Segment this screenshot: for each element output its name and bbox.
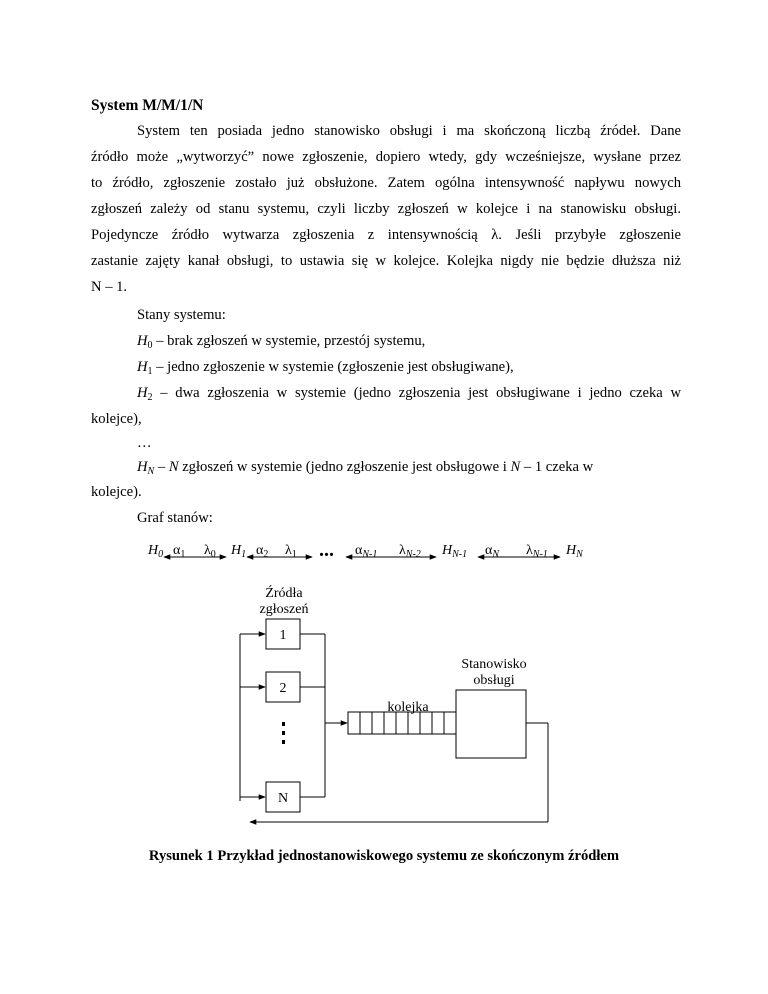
rate-alpha-2: $\alpha_2$ (256, 543, 269, 560)
vertical-dot-3 (282, 740, 285, 744)
intro-line-5: Pojedyncze źródło wytwarza zgłoszenia z intensywnością λ. Jeśli przybyłe zgłoszenie (91, 227, 681, 243)
server-label-line-2: obsługi (473, 673, 515, 688)
server-label-line-1: Stanowisko (461, 657, 527, 672)
graph-node-ellipsis: ... (319, 539, 334, 561)
sources-label-line-1: Źródła (265, 586, 303, 601)
intro-line-3: to źródło, zgłoszenie zostało już obsłużone. Zatem ogólna intensywność napływu nowych (91, 175, 681, 191)
states-ellipsis: … (137, 435, 152, 451)
rate-lambda-n-1: $\lambda_{N-1}$ (526, 543, 548, 560)
figure-caption: Rysunek 1 Przykład jednostanowiskowego systemu ze skończonym źródłem (148, 848, 620, 864)
rate-lambda-n-2: $\lambda_{N-2}$ (399, 543, 421, 560)
graph-node-h1: $H_1$ (231, 543, 247, 560)
source-box-n-label: N (277, 791, 289, 806)
server-box (456, 690, 526, 758)
graph-node-hn: $H_N$ (566, 543, 583, 560)
state-h0-text: – brak zgłoszeń w systemie, przestój systemu, (152, 333, 426, 349)
state-h2-text: – dwa zgłoszenia w systemie (jedno zgłoszenia jest obsługiwane i jedno czeka w (152, 385, 681, 401)
state-hn: $H_N$ – N zgłoszeń w systemie (jedno zgłoszenie jest obsługowe i N – 1 czeka w (137, 459, 594, 477)
state-hn-sub: N (147, 466, 155, 477)
state-h1-sub: 1 (147, 366, 153, 377)
state-graph (147, 539, 584, 561)
graph-node-h0: $H_0$ (148, 543, 164, 560)
state-h2-sub: 2 (147, 392, 153, 403)
state-h0-sub: 0 (147, 340, 153, 351)
state-h2-continuation: kolejce), (91, 411, 142, 427)
state-h1-text: – jedno zgłoszenie w systemie (zgłoszenie jest obsługiwane), (152, 359, 514, 375)
state-h0-symbol: H (137, 333, 148, 349)
state-h1-symbol: H (137, 359, 148, 375)
rate-alpha-n: $\alpha_N$ (485, 543, 500, 560)
sources-label-line-2: zgłoszeń (259, 602, 309, 617)
queue-system-diagram (240, 584, 548, 822)
rate-alpha-n-1: $\alpha_{N-1}$ (355, 543, 378, 560)
source-box-1-label: 1 (279, 628, 287, 643)
source-box-2-label: 2 (279, 681, 287, 696)
queue-label: kolejka (387, 700, 429, 715)
state-h2-symbol: H (137, 385, 148, 401)
intro-line-7: N – 1. (91, 279, 128, 295)
intro-line-6: zastanie zajęty kanał obsługi, to ustawia się w kolejce. Kolejka nigdy nie będzie dłuższa niż (91, 253, 681, 269)
intro-line-1: System ten posiada jedno stanowisko obsługi i ma skończoną liczbą źródeł. Dane (137, 123, 681, 139)
vertical-dot-2 (282, 731, 285, 735)
rate-alpha-1: $\alpha_1$ (173, 543, 186, 560)
rate-lambda-0: $\lambda_0$ (204, 543, 216, 560)
graph-heading: Graf stanów: (137, 510, 213, 526)
intro-line-4: zgłoszeń zależy od stanu systemu, czyli liczby zgłoszeń w kolejce i na stanowisku obsługi. (91, 201, 681, 217)
state-hn-symbol: H (137, 459, 148, 475)
states-heading: Stany systemu: (137, 307, 226, 323)
state-hn-continuation: kolejce). (91, 484, 142, 500)
vertical-dot-1 (282, 722, 285, 726)
intro-line-2: źródło może „wytworzyć” nowe zgłoszenie, dopiero wtedy, gdy wcześniejsze, wysłane przez (91, 149, 681, 165)
graph-node-hn-1: $H_{N-1}$ (442, 543, 468, 560)
rate-lambda-1: $\lambda_1$ (285, 543, 297, 560)
queue-buffer (348, 712, 456, 734)
section-title: System M/M/1/N (91, 97, 204, 114)
